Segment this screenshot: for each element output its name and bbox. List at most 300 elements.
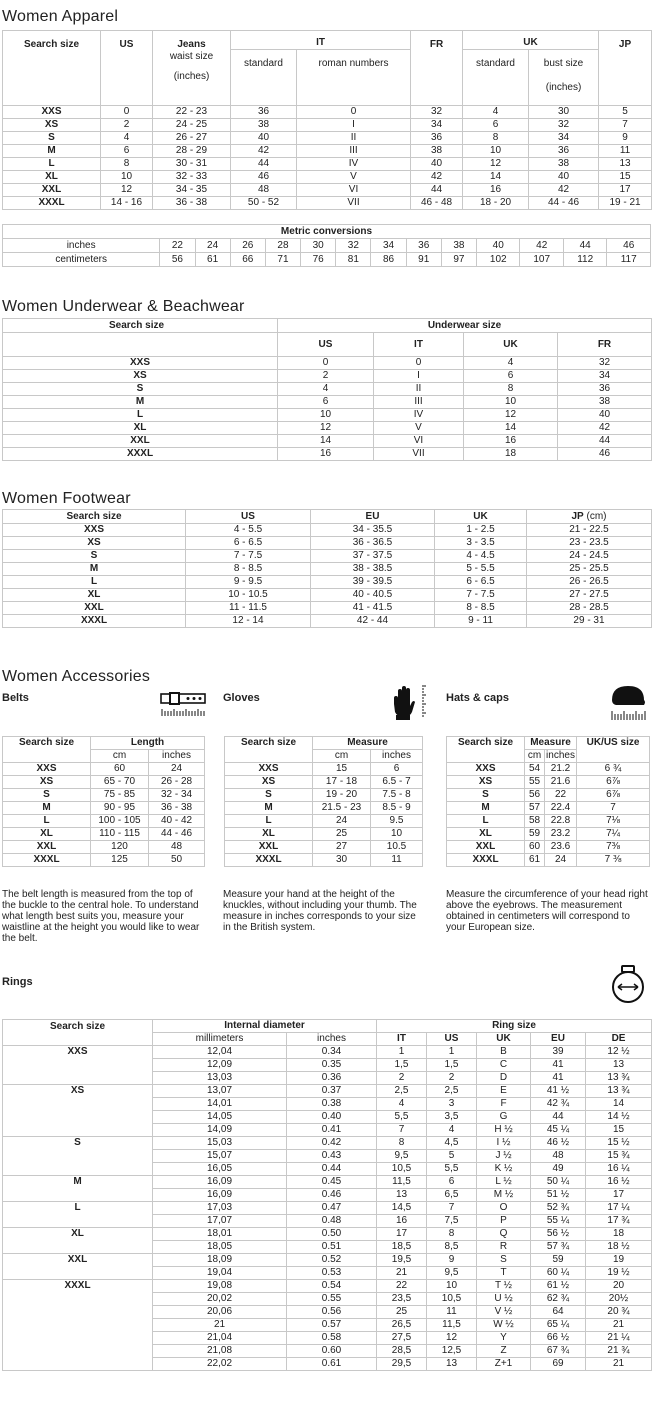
table-cell: 25 - 25.5 (527, 563, 652, 576)
waist-label: waist size (169, 51, 214, 62)
table-cell: 100 - 105 (91, 815, 149, 828)
table-cell: IV (374, 409, 464, 422)
size-label: XXS (225, 763, 313, 776)
size-label: S (447, 789, 525, 802)
table-cell: 14,01 (153, 1098, 287, 1111)
gloves-col-cm: cm (313, 750, 371, 763)
table-cell: 8 (427, 1228, 477, 1241)
table-cell: 3,5 (427, 1111, 477, 1124)
table-row (3, 576, 652, 589)
table-row (225, 802, 423, 815)
table-cell: 40 (411, 158, 463, 171)
table-cell: 65 ¼ (531, 1319, 586, 1332)
gloves-col-search: Search size (225, 737, 313, 763)
metric-cm-cell: 107 (520, 253, 563, 267)
metric-inches-cell: 26 (230, 239, 265, 253)
table-row (447, 763, 650, 776)
table-cell: 5 - 5.5 (435, 563, 527, 576)
table-cell: 7 - 7.5 (186, 550, 311, 563)
size-label: XXS (447, 763, 525, 776)
table-cell: 8 (377, 1137, 427, 1150)
table-cell: 38 - 38.5 (311, 563, 435, 576)
table-cell: 6 ¾ (577, 763, 650, 776)
table-cell: 7,5 (427, 1215, 477, 1228)
table-cell: 22.8 (545, 815, 577, 828)
table-cell: 14,5 (377, 1202, 427, 1215)
table-cell: 64 (531, 1306, 586, 1319)
table-cell: 9 - 11 (435, 615, 527, 628)
size-label: S (3, 550, 186, 563)
belts-col-inches: inches (149, 750, 205, 763)
table-cell: 8 - 8.5 (435, 602, 527, 615)
table-cell: 38 (411, 145, 463, 158)
table-cell: D (477, 1072, 531, 1085)
table-cell: 36 (231, 106, 297, 119)
table-cell: 10 - 10.5 (186, 589, 311, 602)
table-cell: 16 ½ (586, 1176, 652, 1189)
table-cell: 2 (427, 1072, 477, 1085)
size-label: M (3, 802, 91, 815)
size-label: L (3, 815, 91, 828)
table-cell: 57 ¾ (531, 1241, 586, 1254)
table-row (225, 776, 423, 789)
table-cell: 0.46 (287, 1189, 377, 1202)
underwear-size-table (2, 318, 652, 461)
table-cell: 6⅞ (577, 776, 650, 789)
table-cell: 0.42 (287, 1137, 377, 1150)
size-label: L (3, 158, 101, 171)
table-cell: 5,5 (377, 1111, 427, 1124)
table-cell: 26 - 28 (149, 776, 205, 789)
table-cell: 2 (377, 1072, 427, 1085)
table-row (447, 828, 650, 841)
size-label: M (3, 145, 101, 158)
metric-inches-cell: 36 (406, 239, 441, 253)
table-cell: 21.5 - 23 (313, 802, 371, 815)
table-cell: 6,5 (427, 1189, 477, 1202)
table-row (3, 550, 652, 563)
size-label: XL (3, 422, 278, 435)
table-cell: 15 ½ (586, 1137, 652, 1150)
table-row (447, 854, 650, 867)
table-row (3, 524, 652, 537)
table-cell: 0 (278, 357, 374, 370)
table-cell: 48 (149, 841, 205, 854)
uw-col-fr: FR (558, 333, 652, 357)
table-cell: 1 (427, 1046, 477, 1059)
table-cell: 7¼ (577, 828, 650, 841)
table-cell: 49 (531, 1163, 586, 1176)
table-row (3, 435, 652, 448)
table-cell: 29 - 31 (527, 615, 652, 628)
table-cell: 17 (599, 184, 652, 197)
metric-inches-cell: 24 (195, 239, 230, 253)
table-cell: 46 - 48 (411, 197, 463, 210)
table-cell: 17,03 (153, 1202, 287, 1215)
table-row (3, 383, 652, 396)
table-cell: 0.35 (287, 1059, 377, 1072)
metric-inches-label: inches (3, 239, 160, 253)
rings-col-mm: millimeters (153, 1033, 287, 1046)
table-cell: 69 (531, 1358, 586, 1371)
metric-inches-cell: 28 (265, 239, 300, 253)
table-cell: 2,5 (427, 1085, 477, 1098)
table-cell: 8 (101, 158, 153, 171)
table-cell: 12 (101, 184, 153, 197)
size-label: XS (447, 776, 525, 789)
size-label: XXL (447, 841, 525, 854)
table-cell: 21,08 (153, 1345, 287, 1358)
size-label: XXS (3, 357, 278, 370)
table-cell: 8 - 8.5 (186, 563, 311, 576)
table-cell: 17 ¾ (586, 1215, 652, 1228)
table-cell: 16 (377, 1215, 427, 1228)
table-cell: 40 (231, 132, 297, 145)
table-cell: 2 (101, 119, 153, 132)
metric-title: Metric conversions (3, 225, 651, 239)
table-cell: 4 (463, 106, 529, 119)
size-label: S (3, 789, 91, 802)
table-cell: 6 (427, 1176, 477, 1189)
table-row (447, 802, 650, 815)
table-cell: 16 (278, 448, 374, 461)
table-cell: 27 - 27.5 (527, 589, 652, 602)
table-cell: 19 ½ (586, 1267, 652, 1280)
belts-col-search: Search size (3, 737, 91, 763)
size-label: XXS (3, 1046, 153, 1085)
table-cell: 30 (529, 106, 599, 119)
size-label: XL (3, 828, 91, 841)
uw-col-us: US (278, 333, 374, 357)
table-cell: 55 ¼ (531, 1215, 586, 1228)
table-cell: P (477, 1215, 531, 1228)
table-cell: 17 ¼ (586, 1202, 652, 1215)
table-cell: 4,5 (427, 1137, 477, 1150)
table-cell: 29,5 (377, 1358, 427, 1371)
table-cell: 5 (599, 106, 652, 119)
table-cell: 21 (153, 1319, 287, 1332)
table-cell: 8 (464, 383, 558, 396)
table-cell: 20 (586, 1280, 652, 1293)
underwear-title: Women Underwear & Beachwear (2, 298, 245, 315)
size-label: XL (3, 1228, 153, 1254)
table-cell: 22 - 23 (153, 106, 231, 119)
size-label: S (3, 383, 278, 396)
table-cell: 24 - 24.5 (527, 550, 652, 563)
table-cell: 12 - 14 (186, 615, 311, 628)
table-cell: 75 - 85 (91, 789, 149, 802)
table-cell: 16 (464, 435, 558, 448)
apparel-title: Women Apparel (2, 8, 119, 25)
gloves-size-table (224, 736, 423, 867)
table-cell: 7.5 - 8 (371, 789, 423, 802)
table-cell: 16,05 (153, 1163, 287, 1176)
gloves-col-inches: inches (371, 750, 423, 763)
table-row (3, 1046, 652, 1059)
table-cell: 15,03 (153, 1137, 287, 1150)
table-cell: M ½ (477, 1189, 531, 1202)
table-cell: 25 (313, 828, 371, 841)
hats-col-cm: cm (525, 750, 545, 763)
table-cell: 37 - 37.5 (311, 550, 435, 563)
table-cell: 21 - 22.5 (527, 524, 652, 537)
metric-cm-cell: 91 (406, 253, 441, 267)
table-cell: 7 (599, 119, 652, 132)
rings-col-search: Search size (3, 1020, 153, 1046)
table-cell: 40 (529, 171, 599, 184)
table-cell: 22,02 (153, 1358, 287, 1371)
uw-col-search: Search size (3, 319, 278, 333)
table-cell: U ½ (477, 1293, 531, 1306)
table-cell: 42 (411, 171, 463, 184)
table-cell: 41 ½ (531, 1085, 586, 1098)
table-cell: 9 - 9.5 (186, 576, 311, 589)
size-label: XS (3, 1085, 153, 1137)
metric-inches-cell: 40 (477, 239, 520, 253)
table-cell: 10,5 (427, 1293, 477, 1306)
table-row (225, 841, 423, 854)
table-cell: Y (477, 1332, 531, 1345)
table-cell: 4 (427, 1124, 477, 1137)
table-cell: T (477, 1267, 531, 1280)
table-cell: 34 - 35.5 (311, 524, 435, 537)
table-cell: V (374, 422, 464, 435)
jeans-label: Jeans (177, 39, 206, 50)
metric-cm-cell: 71 (265, 253, 300, 267)
metric-inches-cell: 34 (371, 239, 406, 253)
table-cell: 59 (525, 828, 545, 841)
size-label: XXL (3, 841, 91, 854)
metric-inches-cell: 46 (607, 239, 651, 253)
table-cell: 13 (427, 1358, 477, 1371)
col-fr: FR (411, 31, 463, 106)
table-cell: 28 - 28.5 (527, 602, 652, 615)
table-cell: 26,5 (377, 1319, 427, 1332)
table-cell: 32 (529, 119, 599, 132)
table-cell: 38 (529, 158, 599, 171)
gloves-label: Gloves (223, 692, 260, 704)
table-cell: 21 ¼ (586, 1332, 652, 1345)
col-it-roman: roman numbers (297, 50, 411, 106)
table-cell: 4 (464, 357, 558, 370)
table-cell: 4 (377, 1098, 427, 1111)
belts-col-cm: cm (91, 750, 149, 763)
table-row (3, 197, 652, 210)
table-cell: 50 ¼ (531, 1176, 586, 1189)
table-cell: 11 - 11.5 (186, 602, 311, 615)
table-row (3, 841, 205, 854)
hats-col-measure: Measure (525, 737, 577, 750)
table-row (3, 119, 652, 132)
table-cell: 110 - 115 (91, 828, 149, 841)
table-cell: 0.40 (287, 1111, 377, 1124)
table-cell: 1,5 (427, 1059, 477, 1072)
table-cell: 15,07 (153, 1150, 287, 1163)
hats-label: Hats & caps (446, 692, 509, 704)
table-cell: 45 ¼ (531, 1124, 586, 1137)
metric-cm-cell: 81 (336, 253, 371, 267)
table-cell: 6 - 6.5 (186, 537, 311, 550)
table-cell: 19,08 (153, 1280, 287, 1293)
table-row (3, 357, 652, 370)
rings-col-uk: UK (477, 1033, 531, 1046)
table-cell: I (374, 370, 464, 383)
table-cell: 44 (231, 158, 297, 171)
table-row (447, 841, 650, 854)
table-cell: 14 ½ (586, 1111, 652, 1124)
table-cell: 14 (278, 435, 374, 448)
col-jp: JP (599, 31, 652, 106)
table-row (3, 370, 652, 383)
table-cell: 56 ½ (531, 1228, 586, 1241)
table-cell: 0.48 (287, 1215, 377, 1228)
table-cell: J ½ (477, 1150, 531, 1163)
table-cell: 12 (278, 422, 374, 435)
table-cell: 41 (531, 1072, 586, 1085)
accessories-title: Women Accessories (2, 668, 151, 685)
size-label: M (447, 802, 525, 815)
table-cell: 7⅜ (577, 841, 650, 854)
size-label: XXL (3, 184, 101, 197)
table-cell: 23 - 23.5 (527, 537, 652, 550)
table-cell: 11,5 (377, 1176, 427, 1189)
bust-label: bust size (543, 58, 584, 69)
table-cell: 0.55 (287, 1293, 377, 1306)
table-cell: 7 (577, 802, 650, 815)
size-label: XXL (3, 1254, 153, 1280)
table-cell: Z+1 (477, 1358, 531, 1371)
table-cell: 125 (91, 854, 149, 867)
table-cell: 21 (377, 1267, 427, 1280)
col-it: IT (231, 31, 411, 50)
table-cell: 17 - 18 (313, 776, 371, 789)
table-cell: VI (374, 435, 464, 448)
table-cell: 36 - 36.5 (311, 537, 435, 550)
table-cell: III (297, 145, 411, 158)
table-row (3, 602, 652, 615)
table-cell: 0.52 (287, 1254, 377, 1267)
bust-inches-label: (inches) (545, 82, 582, 93)
table-cell: 5 (427, 1150, 477, 1163)
table-row (3, 1280, 652, 1293)
ring-icon (608, 964, 648, 1006)
rings-col-eu: EU (531, 1033, 586, 1046)
table-cell: H ½ (477, 1124, 531, 1137)
table-cell: 22 (377, 1280, 427, 1293)
table-row (3, 1137, 652, 1150)
col-search-size: Search size (3, 31, 101, 106)
table-cell: E (477, 1085, 531, 1098)
table-cell: 62 ¾ (531, 1293, 586, 1306)
table-cell: 3 (427, 1098, 477, 1111)
table-cell: 67 ¾ (531, 1345, 586, 1358)
size-label: M (3, 396, 278, 409)
table-cell: 10 (464, 396, 558, 409)
table-cell: 11,5 (427, 1319, 477, 1332)
uw-col-uk: UK (464, 333, 558, 357)
table-cell: 16,09 (153, 1176, 287, 1189)
table-cell: 9.5 (371, 815, 423, 828)
table-cell: 19,5 (377, 1254, 427, 1267)
table-cell: 15 (313, 763, 371, 776)
table-cell: 25 (377, 1306, 427, 1319)
metric-cm-cell: 117 (607, 253, 651, 267)
table-cell: 48 (531, 1150, 586, 1163)
table-row (3, 106, 652, 119)
table-cell: 66 ½ (531, 1332, 586, 1345)
hats-note: Measure the circumference of your head right above the eyebrows. The measurement obtained in centimeters will correspond to your European size. (446, 889, 648, 933)
metric-cm-cell: 61 (195, 253, 230, 267)
table-cell: 0.53 (287, 1267, 377, 1280)
table-cell: 7 (377, 1124, 427, 1137)
table-cell: 12 (463, 158, 529, 171)
gloves-note: Measure your hand at the height of the knuckles, without including your thumb. The measure in inches corresponds to your size in the British system. (223, 889, 417, 933)
col-it-standard: standard (231, 50, 297, 106)
size-label: XS (3, 537, 186, 550)
table-cell: 21.6 (545, 776, 577, 789)
size-label: XXXL (3, 448, 278, 461)
rings-col-us: US (427, 1033, 477, 1046)
fw-col-us: US (186, 510, 311, 524)
table-cell: F (477, 1098, 531, 1111)
uw-col-it: IT (374, 333, 464, 357)
table-cell: 24 - 25 (153, 119, 231, 132)
table-cell: VII (374, 448, 464, 461)
table-cell: 12 ½ (586, 1046, 652, 1059)
table-cell: 36 (411, 132, 463, 145)
table-row (3, 537, 652, 550)
size-label: XL (3, 171, 101, 184)
rings-size-table (2, 1019, 652, 1371)
footwear-title: Women Footwear (2, 490, 131, 507)
table-cell: 21,04 (153, 1332, 287, 1345)
table-cell: 0.36 (287, 1072, 377, 1085)
table-cell: 38 (558, 396, 652, 409)
table-cell: 11 (427, 1306, 477, 1319)
hats-col-ukus: UK/US size (577, 737, 650, 763)
rings-col-ringsize: Ring size (377, 1020, 652, 1033)
table-cell: 11 (371, 854, 423, 867)
table-cell: 19 - 21 (599, 197, 652, 210)
table-cell: W ½ (477, 1319, 531, 1332)
col-uk: UK (463, 31, 599, 50)
table-cell: 17,07 (153, 1215, 287, 1228)
table-cell: 40 - 42 (149, 815, 205, 828)
table-row (3, 615, 652, 628)
table-cell: 34 - 35 (153, 184, 231, 197)
col-uk-standard: standard (463, 50, 529, 106)
table-cell: 22.4 (545, 802, 577, 815)
table-cell: 12 (464, 409, 558, 422)
table-row (3, 448, 652, 461)
table-cell: 0.37 (287, 1085, 377, 1098)
table-row (3, 1228, 652, 1241)
table-cell: 40 - 40.5 (311, 589, 435, 602)
table-cell: 19 - 20 (313, 789, 371, 802)
table-cell: 0.34 (287, 1046, 377, 1059)
hats-size-table (446, 736, 650, 867)
rings-label: Rings (2, 976, 33, 988)
table-cell: 1 (377, 1046, 427, 1059)
size-label: L (3, 576, 186, 589)
size-label: XL (447, 828, 525, 841)
table-row (3, 563, 652, 576)
table-row (3, 763, 205, 776)
table-cell: 52 ¾ (531, 1202, 586, 1215)
table-row (3, 789, 205, 802)
size-label: XS (225, 776, 313, 789)
table-cell: 6 - 6.5 (435, 576, 527, 589)
